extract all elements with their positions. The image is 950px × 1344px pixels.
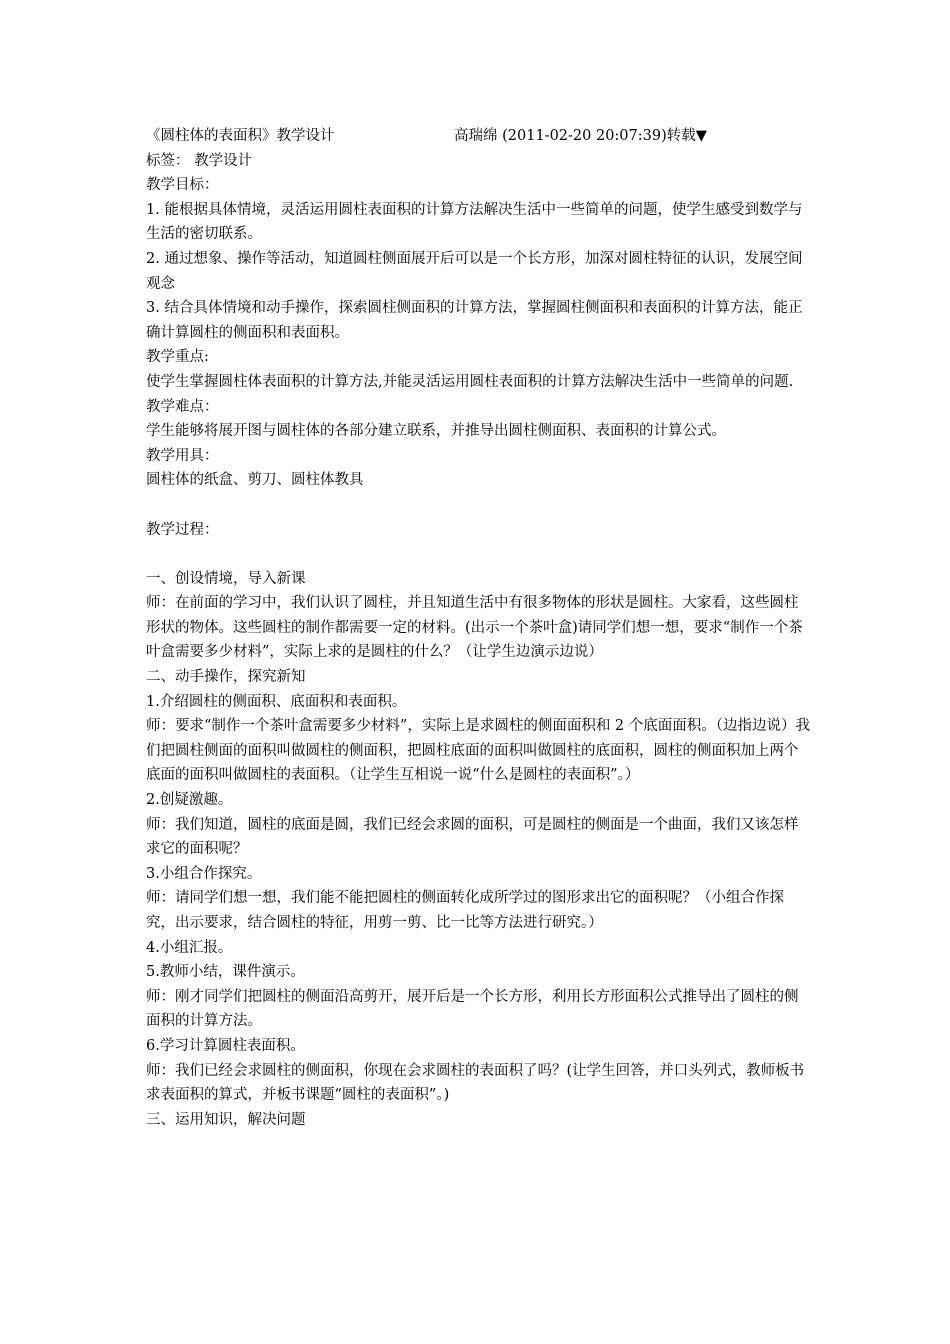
key-point-heading: 教学重点:: [146, 349, 209, 366]
objective-item-1: 1. 能根据具体情境，灵活运用圆柱表面积的计算方法解决生活中一些简单的问题，使学生感受到数学与生活的密切联系。: [146, 201, 803, 243]
tags-line: 标签： 教学设计: [146, 152, 253, 169]
objective-item-3: 3. 结合具体情境和动手操作，探索圆柱侧面积的计算方法，掌握圆柱侧面积和表面积的计算方法，能正确计算圆柱的侧面积和表面积。: [146, 300, 803, 341]
body-line: 师：刚才同学们把圆柱的侧面沿高剪开，展开后是一个长方形，利用长方形面积公式推导出了圆柱的侧面积的计算方法。: [146, 988, 799, 1030]
key-point-text: 使学生掌握圆柱体表面积的计算方法,并能灵活运用圆柱表面积的计算方法解决生活中一些简单的问题.: [146, 373, 794, 390]
body-line: 3.小组合作探究。: [146, 865, 262, 882]
body-line: 6.学习计算圆柱表面积。: [146, 1037, 305, 1054]
document-title: 《圆柱体的表面积》教学设计: [146, 128, 335, 144]
difficulty-heading: 教学难点：: [146, 398, 219, 415]
body-line: 师：要求“制作一个茶叶盒需要多少材料”，实际上是求圆柱的侧面面积和 2 个底面面积。（边指边说）我们把圆柱侧面的面积叫做圆柱的侧面积，把圆柱底面的面积叫做圆柱的底面积，圆柱的侧面积加上两个底面的面积叫做圆柱的表面积。（让学生互相说一说“什么是圆柱的表面积”。）: [146, 718, 811, 784]
blank-line: [146, 493, 810, 518]
body-line: 师：请同学们想一想，我们能不能把圆柱的侧面转化成所学过的图形求出它的面积呢？（小组合作探究，出示要求，结合圆柱的特征，用剪一剪、比一比等方法进行研究。）: [146, 890, 784, 931]
body-line: 三、运用知识，解决问题: [146, 1111, 306, 1128]
document-header: [146, 124, 810, 149]
body-line: 二、动手操作，探究新知: [146, 669, 306, 686]
author-meta: 高瑞绵 (2011-02-20 20:07:39)转载▼: [454, 128, 707, 144]
body-line: 1.介绍圆柱的侧面积、底面积和表面积。: [146, 693, 407, 710]
body-line: 2.创疑激趣。: [146, 792, 233, 809]
body-line: 师：在前面的学习中，我们认识了圆柱，并且知道生活中有很多物体的形状是圆柱。大家看，这些圆柱形状的物体。这些圆柱的制作都需要一定的材料。(出示一个茶叶盒)请同学们想一想，要求“制作一个茶叶盒需要多少材料”，实际上求的是圆柱的什么？（让学生边演示边说）: [146, 595, 803, 661]
process-heading: 教学过程：: [146, 521, 219, 538]
body-line: 师：我们已经会求圆柱的侧面积，你现在会求圆柱的表面积了吗？(让学生回答，并口头列式，教师板书求表面积的算式，并板书课题“圆柱的表面积”。): [146, 1062, 805, 1104]
objectives-heading: 教学目标：: [146, 177, 219, 194]
blank-line: [146, 542, 810, 567]
difficulty-text: 学生能够将展开图与圆柱体的各部分建立联系，并推导出圆柱侧面积、表面积的计算公式。: [146, 423, 726, 440]
body-line: 5.教师小结，课件演示。: [146, 964, 305, 981]
tools-text: 圆柱体的纸盒、剪刀、圆柱体教具: [146, 472, 364, 489]
body-line: 一、创设情境，导入新课: [146, 570, 306, 587]
tools-heading: 教学用具：: [146, 447, 219, 464]
body-line: 4.小组汇报。: [146, 939, 233, 956]
objective-item-2: 2. 通过想象、操作等活动，知道圆柱侧面展开后可以是一个长方形，加深对圆柱特征的认识，发展空间观念: [146, 250, 803, 292]
body-line: 师：我们知道，圆柱的底面是圆，我们已经会求圆的面积，可是圆柱的侧面是一个曲面，我们又该怎样求它的面积呢？: [146, 816, 799, 858]
